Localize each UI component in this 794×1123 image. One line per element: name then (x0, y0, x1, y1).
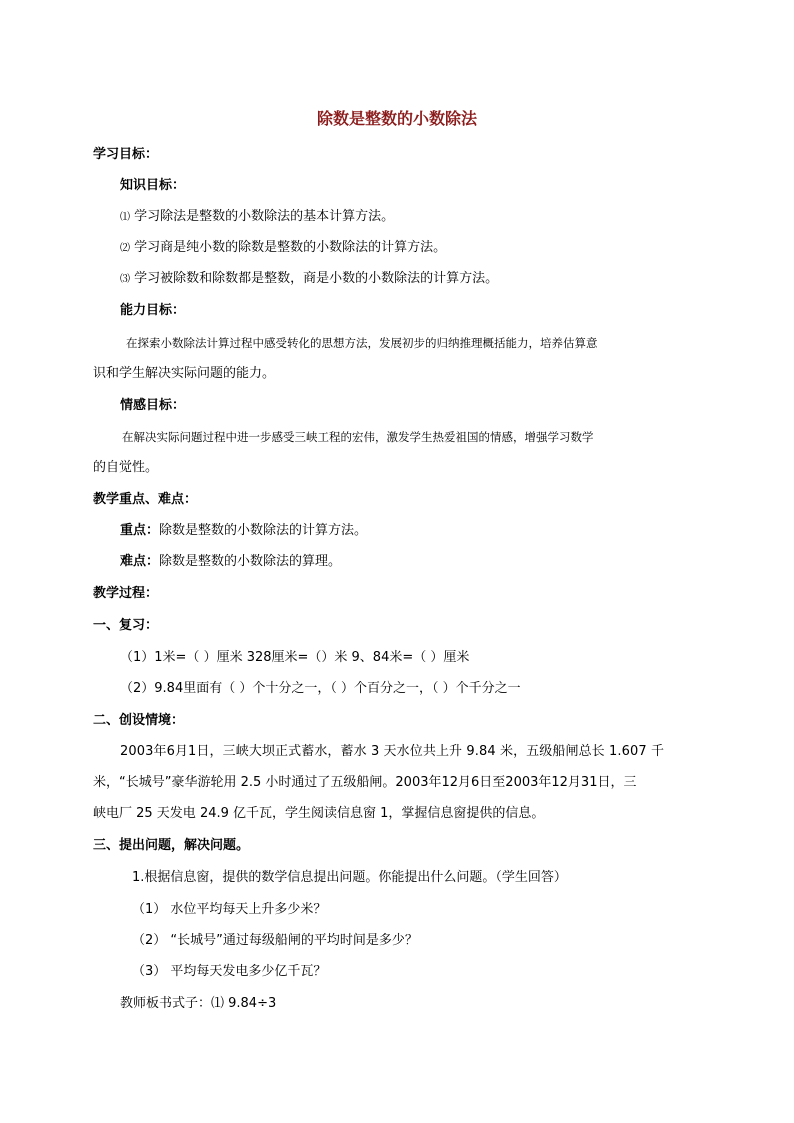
emotion-goals-heading: 情感目标： (120, 398, 186, 413)
key-point-text: 除数是整数的小数除法的计算方法。 (159, 523, 368, 538)
question-2: （2） “长城号”通过每级船闸的平均时间是多少？ (132, 933, 418, 948)
question-1: （1） 水位平均每天上升多少米？ (132, 902, 327, 917)
difficulty-text: 除数是整数的小数除法的算理。 (159, 554, 342, 569)
item-text: 学习商是纯小数的除数是整数的小数除法的计算方法。 (134, 240, 447, 255)
item-number: ⑵ (120, 243, 130, 254)
knowledge-goals-heading: 知识目标： (120, 178, 186, 193)
review-heading: 一、复习： (93, 618, 159, 633)
knowledge-item-3 (120, 270, 498, 289)
scenario-text-line-2: 米，“长城号”豪华游轮用 2.5 小时通过了五级船闸。2003年12月6日至2003年12月31日，三 (93, 775, 637, 790)
difficulty-label: 难点： (120, 554, 160, 569)
problem-intro: 1.根据信息窗，提供的数学信息提出问题。你能提出什么问题。（学生回答） (132, 870, 567, 885)
emotion-text-line-1: 在解决实际问题过程中进一步感受三峡工程的宏伟，激发学生热爱祖国的情感，增强学习数学 (122, 430, 594, 444)
scenario-text-line-3: 峡电厂 25 天发电 24.9 亿千瓦，学生阅读信息窗 1，掌握信息窗提供的信息。 (93, 806, 545, 821)
learning-goals-heading: 学习目标： (93, 147, 159, 162)
key-point-label: 重点： (120, 523, 160, 538)
item-number: ⑶ (120, 274, 130, 285)
key-point-line (120, 522, 367, 540)
scenario-text-line-1: 2003年6月1日，三峡大坝正式蓄水，蓄水 3 天水位共上升 9.84 米，五级船闸总长 1.607 千 (120, 744, 665, 759)
question-3: （3） 平均每天发电多少亿千瓦？ (132, 964, 327, 979)
item-text: 学习除法是整数的小数除法的基本计算方法。 (134, 209, 395, 224)
review-item-2: （2）9.84里面有（ ）个十分之一，（ ）个百分之一，（ ）个千分之一 (120, 681, 521, 696)
emotion-text-line-2: 的自觉性。 (93, 460, 159, 475)
knowledge-item-1 (120, 208, 394, 227)
document-title: 除数是整数的小数除法 (316, 109, 477, 128)
item-number: ⑴ (120, 212, 130, 223)
key-points-heading: 教学重点、难点： (93, 492, 198, 507)
ability-text-line-1: 在探索小数除法计算过程中感受转化的思想方法，发展初步的归纳推理概括能力，培养估算意 (126, 336, 598, 350)
scenario-heading: 二、创设情境： (93, 713, 185, 728)
item-text: 学习被除数和除数都是整数，商是小数的小数除法的计算方法。 (134, 271, 499, 286)
board-writing-line: 教师板书式子：⑴ 9.84÷3 (120, 996, 277, 1011)
teaching-process-heading: 教学过程： (93, 586, 159, 601)
ability-text-line-2: 识和学生解决实际问题的能力。 (93, 366, 276, 381)
review-item-1: （1）1米=（ ）厘米 328厘米=（）米 9、84米=（ ）厘米 (120, 650, 470, 665)
knowledge-item-2 (120, 239, 446, 258)
problem-heading: 三、提出问题，解决问题。 (93, 838, 250, 853)
difficulty-line (120, 553, 341, 571)
ability-goals-heading: 能力目标： (120, 303, 186, 318)
